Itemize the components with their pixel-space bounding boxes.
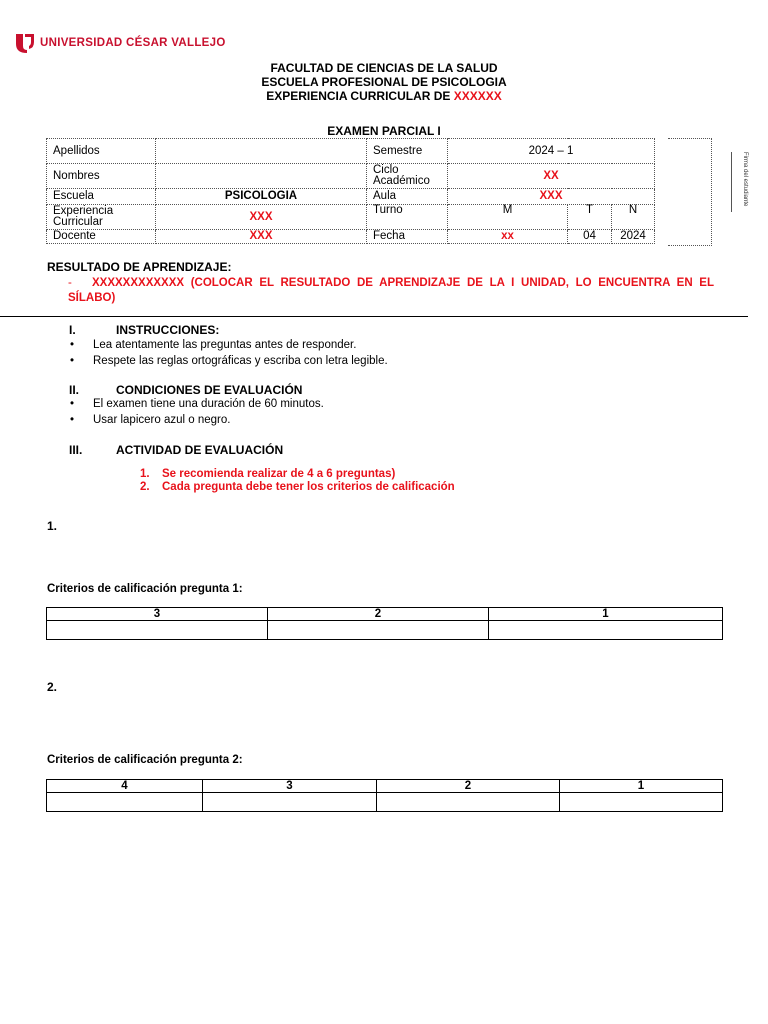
criteria-cell[interactable] <box>377 793 560 812</box>
logo-mark-icon <box>14 32 36 54</box>
apellidos-label: Apellidos <box>47 139 156 164</box>
learning-outcome <box>68 276 714 306</box>
criteria-score-header: 1 <box>560 780 723 793</box>
question-number: 1. <box>47 519 58 533</box>
recommendation-text: Se recomienda realizar de 4 a 6 preguntas) <box>162 468 396 480</box>
criteria-score-header: 3 <box>203 780 377 793</box>
apellidos-field[interactable] <box>156 139 367 164</box>
faculty-name: FACULTAD DE CIENCIAS DE LA SALUD <box>270 61 498 75</box>
section-instructions-heading <box>69 323 219 337</box>
signature-label-wrap <box>738 152 748 212</box>
section-number: I. <box>69 323 76 337</box>
learning-outcome-title: RESULTADO DE APRENDIZAJE: <box>47 260 232 274</box>
question-number: 2. <box>47 680 58 694</box>
signature-line <box>731 152 732 212</box>
section-activity-heading <box>69 443 283 457</box>
criteria-score-header: 2 <box>268 608 489 621</box>
criteria-cell[interactable] <box>268 621 489 640</box>
criteria-title: Criterios de calificación pregunta 2: <box>47 754 243 766</box>
aula-label: Aula <box>367 189 448 205</box>
criteria-cell[interactable] <box>47 793 203 812</box>
question-answer-area[interactable] <box>47 697 723 747</box>
list-item <box>70 355 388 367</box>
fecha-year: 2024 <box>612 230 655 244</box>
criteria-score-header: 3 <box>47 608 268 621</box>
turno-t: T <box>568 205 612 230</box>
list-item-text: Lea atentamente las preguntas antes de responder. <box>93 339 357 351</box>
list-item-text: El examen tiene una duración de 60 minutos. <box>93 398 324 410</box>
list-item <box>70 398 324 410</box>
exam-title: EXAMEN PARCIAL I <box>327 124 441 138</box>
docente-value: XXX <box>156 230 367 244</box>
list-item <box>70 414 230 426</box>
recommendation-item <box>140 468 395 480</box>
item-number: 2. <box>140 481 150 493</box>
turno-n: N <box>612 205 655 230</box>
criteria-title: Criterios de calificación pregunta 1: <box>47 583 243 595</box>
semestre-value: 2024 – 1 <box>448 139 655 164</box>
course-name: XXXXXX <box>453 89 502 103</box>
nombres-field[interactable] <box>156 164 367 189</box>
aula-value: XXX <box>448 189 655 205</box>
bullet-icon: • <box>70 414 75 426</box>
course-line <box>0 89 768 103</box>
semestre-label: Semestre <box>367 139 448 164</box>
logo-text: UNIVERSIDAD CÉSAR VALLEJO <box>40 37 226 49</box>
course-prefix: EXPERIENCIA CURRICULAR DE <box>266 89 454 103</box>
criteria-cell[interactable] <box>47 621 268 640</box>
turno-m: M <box>448 205 568 230</box>
university-logo <box>14 30 226 56</box>
criteria-table-1 <box>46 607 723 640</box>
section-divider <box>0 316 748 317</box>
section-title: INSTRUCCIONES: <box>116 323 220 337</box>
learning-outcome-text: XXXXXXXXXXXX (COLOCAR EL RESULTADO DE APRENDIZAJE DE LA I UNIDAD, LO ENCUENTRA EN EL SÍLABO) <box>68 277 714 304</box>
criteria-cell[interactable] <box>203 793 377 812</box>
section-number: III. <box>69 443 83 457</box>
criteria-score-header: 4 <box>47 780 203 793</box>
item-number: 1. <box>140 468 150 480</box>
question-answer-area[interactable] <box>47 536 723 576</box>
section-title: ACTIVIDAD DE EVALUACIÓN <box>116 443 284 457</box>
bullet-icon: • <box>70 355 75 367</box>
criteria-cell[interactable] <box>489 621 723 640</box>
turno-label: Turno <box>367 205 448 230</box>
experiencia-label: Experiencia Curricular <box>47 205 156 230</box>
criteria-table-2 <box>46 779 723 812</box>
section-conditions-heading <box>69 383 302 397</box>
fecha-label: Fecha <box>367 230 448 244</box>
ciclo-value: XX <box>448 164 655 189</box>
ciclo-label: Ciclo Académico <box>367 164 448 189</box>
escuela-label: Escuela <box>47 189 156 205</box>
section-title: CONDICIONES DE EVALUACIÓN <box>116 383 303 397</box>
learning-outcome-bullet: - <box>68 277 72 289</box>
signature-box[interactable] <box>668 138 712 246</box>
list-item-text: Usar lapicero azul o negro. <box>93 414 231 426</box>
escuela-value: PSICOLOGIA <box>156 189 367 205</box>
bullet-icon: • <box>70 398 75 410</box>
experiencia-value: XXX <box>156 205 367 230</box>
list-item-text: Respete las reglas ortográficas y escriba con letra legible. <box>93 355 388 367</box>
student-info-table <box>46 138 655 244</box>
list-item <box>70 339 356 351</box>
criteria-cell[interactable] <box>560 793 723 812</box>
criteria-score-header: 2 <box>377 780 560 793</box>
docente-label: Docente <box>47 230 156 244</box>
recommendation-text: Cada pregunta debe tener los criterios de calificación <box>162 481 455 493</box>
bullet-icon: • <box>70 339 75 351</box>
fecha-month: 04 <box>568 230 612 244</box>
criteria-score-header: 1 <box>489 608 723 621</box>
nombres-label: Nombres <box>47 164 156 189</box>
recommendation-item <box>140 481 455 493</box>
signature-label: Firma del estudiante <box>742 152 748 207</box>
school-name: ESCUELA PROFESIONAL DE PSICOLOGIA <box>261 75 507 89</box>
document-header <box>0 61 768 103</box>
fecha-day: xx <box>448 230 568 244</box>
section-number: II. <box>69 383 80 397</box>
